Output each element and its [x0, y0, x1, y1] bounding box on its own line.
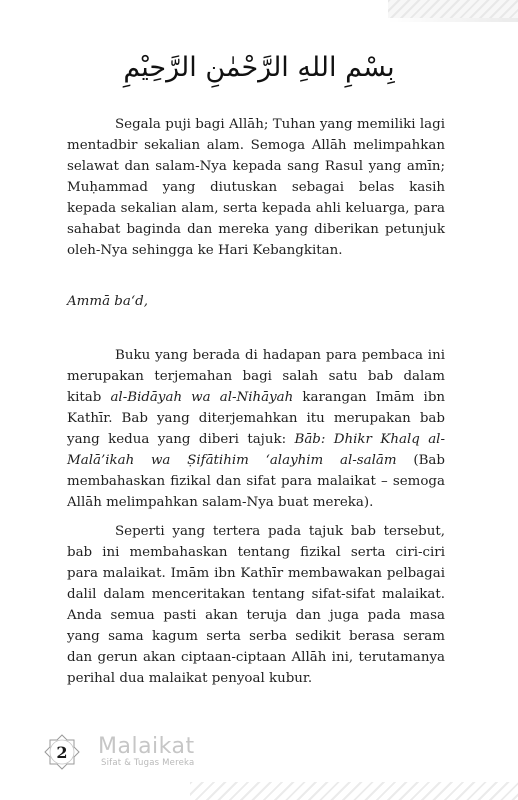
footer-book-title: Malaikat	[98, 734, 195, 759]
paragraph-2-text: Ammā ba‘d,	[67, 294, 148, 309]
footer-ornament	[190, 782, 518, 800]
footer-book-subtitle: Sifat & Tugas Mereka	[101, 758, 195, 768]
paragraph-1-text: Segala puji bagi Allāh; Tuhan yang memiliki lagi mentadbir sekalian alam. Semoga Allāh melimpahkan selawat dan salam-Nya kepada sang Rasul yang amīn; Muḥammad yang diutuskan sebagai belas kasih kepada sekalian alam, serta kepada ahli keluarga, para sahabat baginda dan mereka yang diberikan petunjuk oleh-Nya sehingga ke Hari Kebangkitan.	[67, 117, 445, 258]
paragraph-3-text	[67, 345, 445, 513]
paragraph-3	[67, 345, 445, 513]
book-title-italic: al-Bidāyah wa al-Nihāyah	[110, 390, 294, 405]
paragraph-3-part-c: (Bab membahaskan fizikal dan sifat para malaikat – semoga Allāh melimpahkan salam-Nya buat mereka).	[67, 453, 445, 510]
page-number-badge	[44, 734, 80, 770]
paragraph-1	[67, 114, 445, 261]
corner-ornament	[388, 0, 518, 22]
paragraph-3-part-b: karangan Imām ibn Kathīr. Bab yang diterjemahkan itu merupakan bab yang kedua yang diberi tajuk:	[67, 390, 446, 447]
paragraph-4-text: Seperti yang tertera pada tajuk bab tersebut, bab ini membahaskan tentang fizikal serta ciri-ciri para malaikat. Imām ibn Kathīr membawakan pelbagai dalil dalam menceritakan tentang sifat-sifat malaikat. Anda semua pasti akan teruja dan juga pada masa yang sama kagum serta serba sedikit berasa seram dan gerun akan ciptaan-ciptaan Allāh ini, terutamanya perihal dua malaikat penyoal kubur.	[67, 524, 445, 686]
page-footer	[0, 718, 518, 800]
chapter-title-italic: Bāb: Dhikr Khalq al-Malā’ikah wa Ṣifātihim ‘alayhim al-salām	[67, 432, 445, 468]
bismillah-calligraphy: بِسْمِ اللهِ الرَّحْمٰنِ الرَّحِيْمِ	[123, 52, 395, 83]
page-number: 2	[56, 742, 68, 762]
paragraph-3-part-a: Buku yang berada di hadapan para pembaca ini merupakan terjemahan bagi salah satu bab dalam kitab	[67, 348, 445, 405]
paragraph-2	[67, 291, 445, 312]
paragraph-4	[67, 521, 445, 689]
